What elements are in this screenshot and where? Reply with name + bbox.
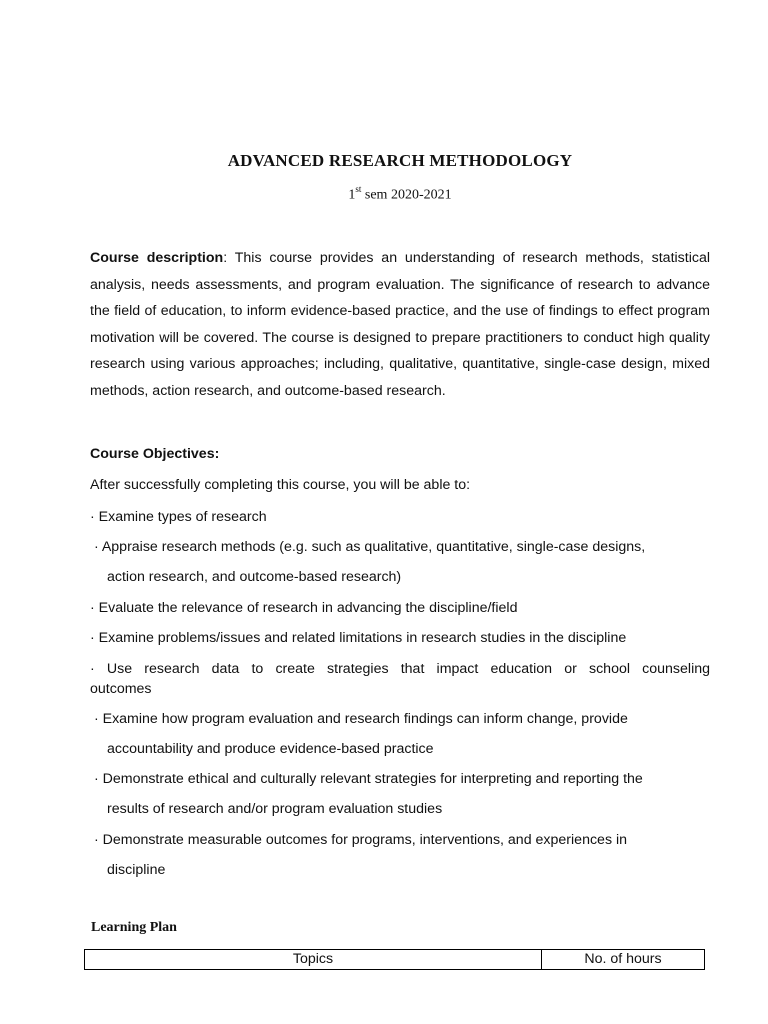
objective-item bbox=[90, 532, 710, 592]
objective-item bbox=[90, 659, 710, 699]
semester-text: sem 2020-2021 bbox=[361, 187, 452, 203]
objective-line: · Examine types of research bbox=[90, 509, 267, 525]
objective-continuation: results of research and/or program evaluation studies bbox=[107, 801, 443, 817]
course-description-label: Course description bbox=[90, 250, 224, 266]
semester-subtitle bbox=[0, 185, 768, 204]
course-description-text: : This course provides an understanding of research methods, statistical analysis, needs assessments, and program evaluation. The significance of research to advance the field of education, to inform evidence-based practice, and the use of findings to effect program motivation will be covered. The course is designed to prepare practitioners to conduct high quality research using various approaches; including, qualitative, quantitative, single-case design, mixed methods, action research, and outcome-based research. bbox=[90, 250, 710, 399]
objective-item bbox=[90, 593, 710, 623]
objective-continuation: action research, and outcome-based research) bbox=[107, 569, 402, 585]
objectives-intro: After successfully completing this course, you will be able to: bbox=[90, 477, 471, 493]
objective-item bbox=[90, 502, 710, 532]
objective-line: · Evaluate the relevance of research in advancing the discipline/field bbox=[90, 600, 518, 616]
semester-ordinal-suffix: st bbox=[355, 184, 362, 194]
objective-continuation: accountability and produce evidence-based practice bbox=[107, 741, 434, 757]
objective-item bbox=[90, 623, 710, 653]
objective-continuation: outcomes bbox=[90, 681, 152, 697]
objectives-heading: Course Objectives: bbox=[90, 446, 220, 462]
objective-line: · Demonstrate measurable outcomes for programs, interventions, and experiences in bbox=[90, 832, 628, 848]
objective-item bbox=[90, 825, 710, 885]
column-header-topics: Topics bbox=[85, 950, 542, 970]
learning-plan-heading: Learning Plan bbox=[91, 920, 177, 935]
objective-line: · Use research data to create strategies that impact education or school counseling bbox=[90, 661, 710, 677]
document-title: ADVANCED RESEARCH METHODOLOGY bbox=[227, 151, 573, 170]
objective-line: · Demonstrate ethical and culturally relevant strategies for interpreting and reporting the bbox=[90, 771, 643, 787]
column-header-hours: No. of hours bbox=[542, 950, 705, 970]
objective-line: · Examine how program evaluation and research findings can inform change, provide bbox=[90, 711, 628, 727]
objective-line: · Appraise research methods (e.g. such as qualitative, quantitative, single-case designs, bbox=[90, 539, 646, 555]
objective-item bbox=[90, 764, 710, 824]
course-description bbox=[90, 245, 710, 404]
objective-line: · Examine problems/issues and related limitations in research studies in the discipline bbox=[90, 630, 627, 646]
semester-number: 1 bbox=[348, 187, 356, 203]
table-header-row bbox=[85, 950, 705, 970]
objective-continuation: discipline bbox=[107, 862, 166, 878]
learning-plan-table bbox=[84, 949, 705, 970]
objective-item bbox=[90, 704, 710, 764]
